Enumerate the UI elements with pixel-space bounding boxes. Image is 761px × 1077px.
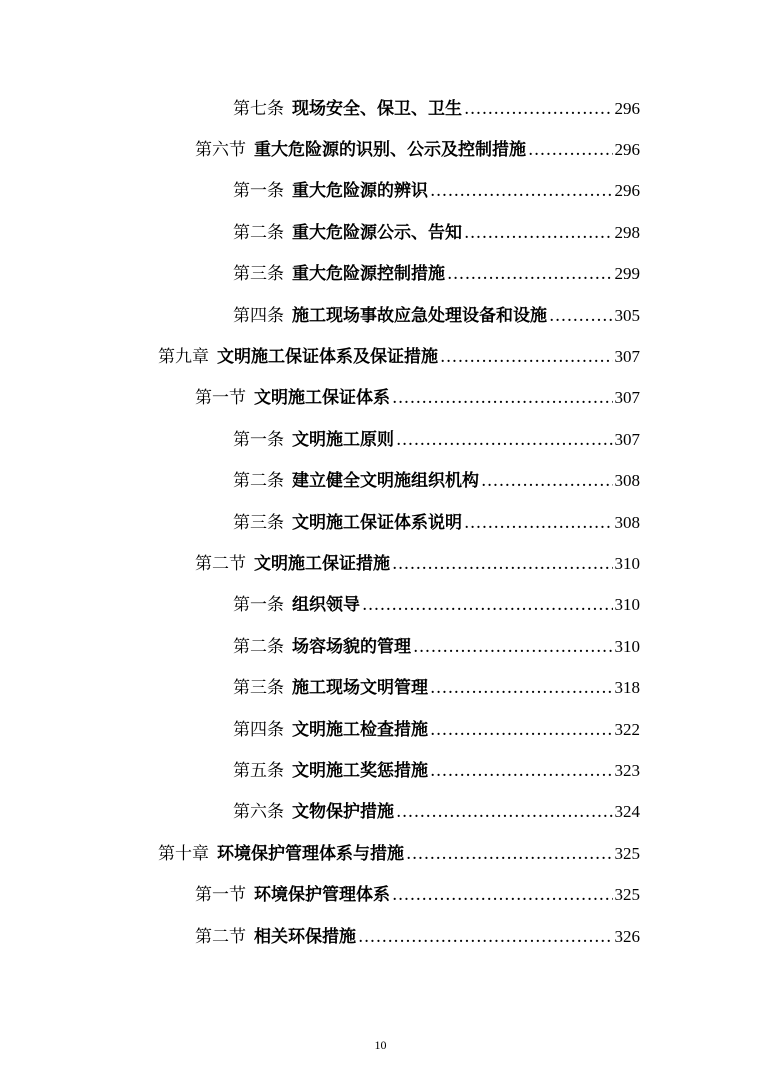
dot-leader <box>430 676 613 700</box>
toc-entry-label: 第六条 <box>233 802 284 822</box>
toc-entry-label: 第二条 <box>233 223 284 243</box>
toc-entry[interactable] <box>195 925 640 949</box>
toc-entry-page: 308 <box>614 513 640 532</box>
dot-leader <box>464 511 613 535</box>
toc-entry-label: 第一条 <box>233 181 284 201</box>
dot-leader <box>358 925 613 949</box>
page-number: 10 <box>374 1038 387 1052</box>
dot-leader <box>430 179 613 203</box>
toc-entry[interactable] <box>233 304 640 328</box>
toc-entry-title: 施工现场事故应急处理设备和设施 <box>292 306 547 326</box>
toc-entry[interactable] <box>233 759 640 783</box>
toc-entry-label: 第四条 <box>233 306 284 326</box>
toc-entry-title: 现场安全、保卫、卫生 <box>292 99 462 119</box>
toc-entry-title: 文明施工保证体系及保证措施 <box>217 347 438 367</box>
toc-entry[interactable] <box>233 262 640 286</box>
toc-entry-page: 308 <box>614 471 640 490</box>
dot-leader <box>549 304 613 328</box>
dot-leader <box>430 718 613 742</box>
dot-leader <box>392 386 613 410</box>
toc-entry-page: 307 <box>614 347 640 366</box>
toc-entry-label: 第三条 <box>233 678 284 698</box>
dot-leader <box>528 138 613 162</box>
dot-leader <box>406 842 613 866</box>
toc-entry-title: 文明施工奖惩措施 <box>292 761 428 781</box>
toc-entry-page: 325 <box>614 885 640 904</box>
toc-entry-label: 第二节 <box>195 554 246 574</box>
toc-entry[interactable] <box>233 469 640 493</box>
toc-entry[interactable] <box>233 635 640 659</box>
toc-entry-title: 文明施工原则 <box>292 430 394 450</box>
toc-entry-page: 296 <box>614 181 640 200</box>
toc-entry-label: 第六节 <box>195 140 246 160</box>
toc-entry[interactable] <box>233 511 640 535</box>
toc-entry-label: 第二节 <box>195 927 246 947</box>
dot-leader <box>447 262 613 286</box>
toc-entry[interactable] <box>158 842 640 866</box>
toc-entry-label: 第五条 <box>233 761 284 781</box>
toc-entry-page: 310 <box>614 637 640 656</box>
toc-entry[interactable] <box>233 800 640 824</box>
toc-entry[interactable] <box>195 552 640 576</box>
toc-entry[interactable] <box>158 345 640 369</box>
toc-entry-label: 第一条 <box>233 430 284 450</box>
toc-entry-title: 相关环保措施 <box>254 927 356 947</box>
toc-entry-label: 第三条 <box>233 264 284 284</box>
toc-entry[interactable] <box>233 718 640 742</box>
dot-leader <box>396 800 613 824</box>
toc-entry-label: 第一节 <box>195 885 246 905</box>
toc-entry-title: 重大危险源公示、告知 <box>292 223 462 243</box>
toc-entry[interactable] <box>233 428 640 452</box>
toc-entry-label: 第七条 <box>233 99 284 119</box>
dot-leader <box>430 759 613 783</box>
toc-entry-title: 重大危险源的识别、公示及控制措施 <box>254 140 526 160</box>
dot-leader <box>392 552 613 576</box>
toc-entry-label: 第二条 <box>233 471 284 491</box>
dot-leader <box>413 635 613 659</box>
toc-entry-label: 第十章 <box>158 844 209 864</box>
toc-entry-title: 环境保护管理体系 <box>254 885 390 905</box>
toc-entry-page: 305 <box>614 306 640 325</box>
toc-entry-page: 326 <box>614 927 640 946</box>
toc-entry[interactable] <box>195 386 640 410</box>
toc-entry-page: 307 <box>614 430 640 449</box>
dot-leader <box>440 345 613 369</box>
toc-entry[interactable] <box>233 97 640 121</box>
toc-entry-page: 325 <box>614 844 640 863</box>
toc-entry-title: 文明施工保证措施 <box>254 554 390 574</box>
toc-entry-label: 第四条 <box>233 720 284 740</box>
toc-entry-title: 文明施工检查措施 <box>292 720 428 740</box>
toc-entry-page: 310 <box>614 554 640 573</box>
dot-leader <box>396 428 613 452</box>
toc-entry-page: 322 <box>614 720 640 739</box>
toc-entry-label: 第九章 <box>158 347 209 367</box>
dot-leader <box>481 469 613 493</box>
toc-entry-title: 文明施工保证体系 <box>254 388 390 408</box>
toc-entry-title: 重大危险源控制措施 <box>292 264 445 284</box>
toc-entry[interactable] <box>233 221 640 245</box>
toc-entry-title: 场容场貌的管理 <box>292 637 411 657</box>
toc-entry-page: 318 <box>614 678 640 697</box>
toc-entry-title: 环境保护管理体系与措施 <box>217 844 404 864</box>
toc-entry-label: 第一节 <box>195 388 246 408</box>
toc-entry-page: 324 <box>614 802 640 821</box>
toc-entry-label: 第三条 <box>233 513 284 533</box>
toc-entry-page: 323 <box>614 761 640 780</box>
toc-entry-title: 施工现场文明管理 <box>292 678 428 698</box>
toc-entry-title: 组织领导 <box>292 595 360 615</box>
toc-entry[interactable] <box>195 883 640 907</box>
toc-entry-title: 重大危险源的辨识 <box>292 181 428 201</box>
toc-entry-page: 298 <box>614 223 640 242</box>
toc-entry[interactable] <box>233 593 640 617</box>
dot-leader <box>464 221 613 245</box>
toc-entry-title: 建立健全文明施组织机构 <box>292 471 479 491</box>
toc-entry-page: 307 <box>614 388 640 407</box>
toc-entry-title: 文物保护措施 <box>292 802 394 822</box>
toc-entry-page: 296 <box>614 99 640 118</box>
toc-entry[interactable] <box>233 676 640 700</box>
dot-leader <box>392 883 613 907</box>
toc-entry-page: 310 <box>614 595 640 614</box>
toc-entry-page: 296 <box>614 140 640 159</box>
toc-entry[interactable] <box>195 138 640 162</box>
dot-leader <box>464 97 613 121</box>
toc-entry-label: 第二条 <box>233 637 284 657</box>
toc-entry-title: 文明施工保证体系说明 <box>292 513 462 533</box>
toc-entry-label: 第一条 <box>233 595 284 615</box>
toc-entry[interactable] <box>233 179 640 203</box>
dot-leader <box>362 593 613 617</box>
toc-entry-page: 299 <box>614 264 640 283</box>
